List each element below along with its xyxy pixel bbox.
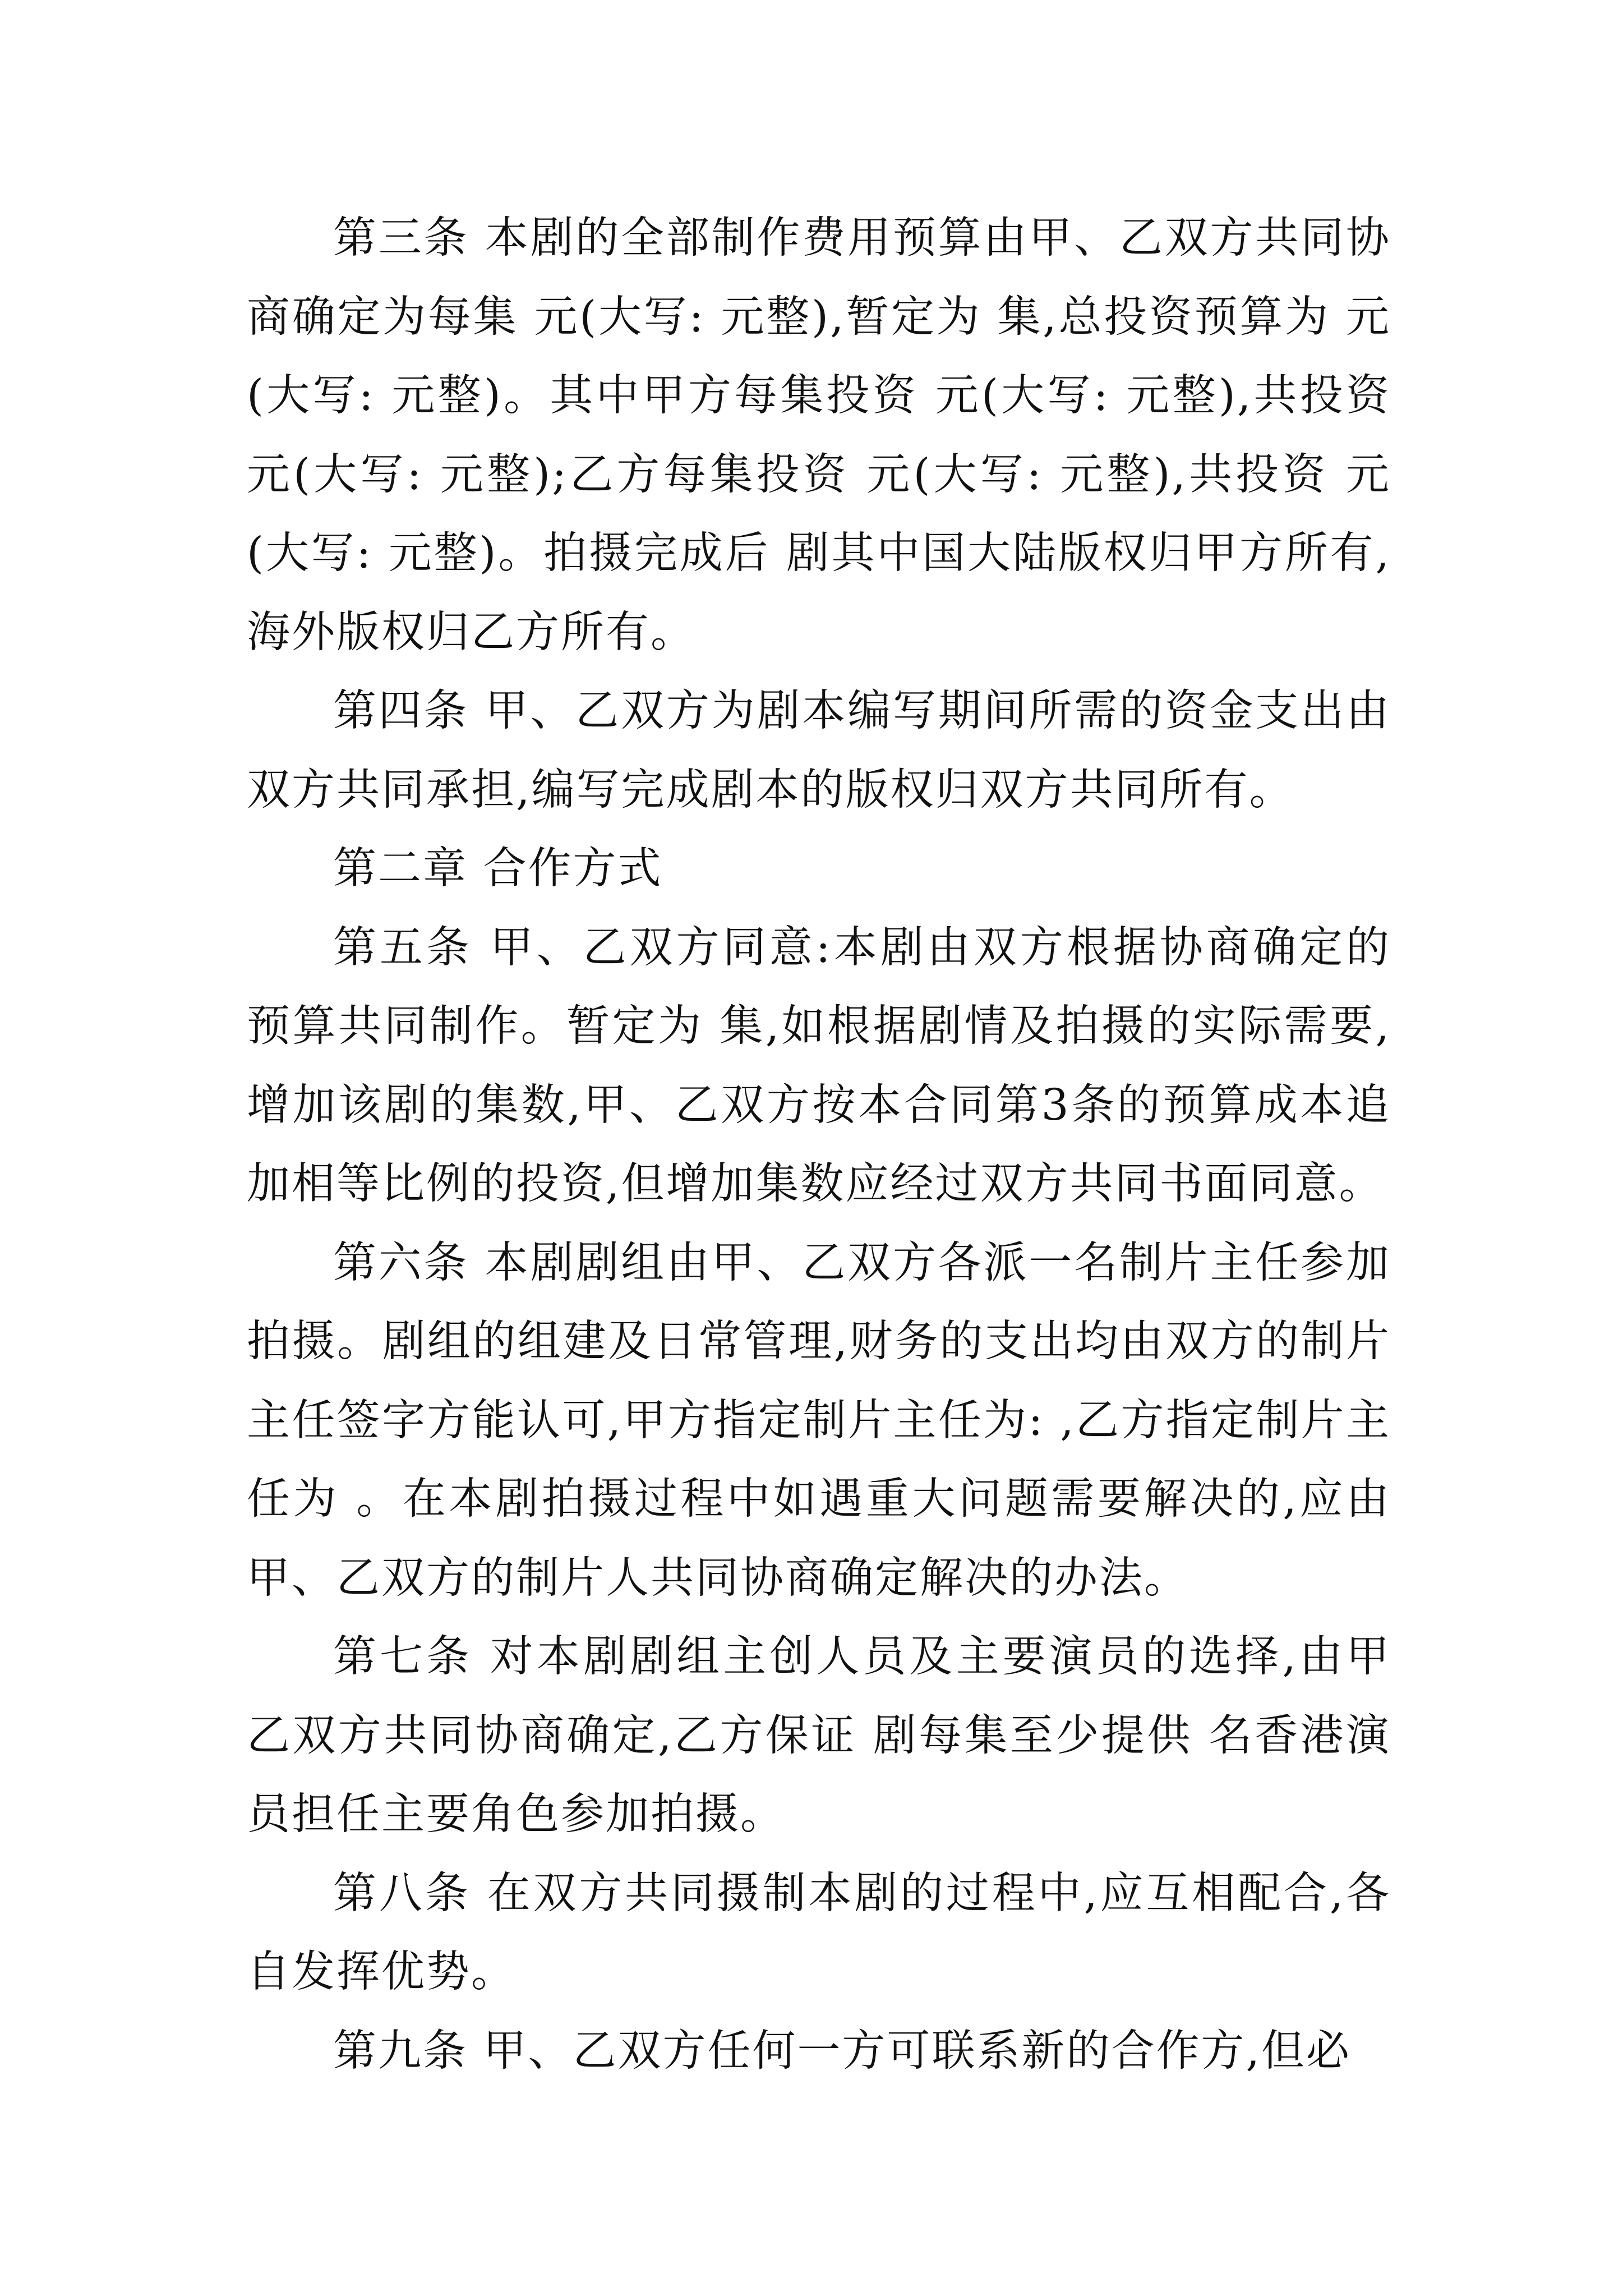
contract-body bbox=[247, 199, 1391, 2091]
chapter-heading-2: 第二章 合作方式 bbox=[333, 844, 663, 894]
paragraph-article-4: 第四条 甲、乙双方为剧本编写期间所需的资金支出由双方共同承担,编写完成剧本的版权归双方共同所有。 bbox=[247, 686, 1391, 815]
paragraph-article-9: 第九条 甲、乙双方任何一方可联系新的合作方,但必 bbox=[333, 2026, 1351, 2076]
paragraph-article-3: 第三条 本剧的全部制作费用预算由甲、乙双方共同协商确定为每集 元(大写: 元整),暂定为 集,总投资预算为 元(大写: 元整)。其中甲方每集投资 元(大写: 元整),共投资 元(大写: 元整);乙方每集投资 元(大写: 元整),共投资 元(大写: 元整)。拍摄完成后 剧其中国大陆版权归甲方所有,海外版权归乙方所有。 bbox=[247, 213, 1391, 657]
paragraph-article-5: 第五条 甲、乙双方同意:本剧由双方根据协商确定的预算共同制作。暂定为 集,如根据剧情及拍摄的实际需要,增加该剧的集数,甲、乙双方按本合同第3条的预算成本追加相等比例的投资,但增加集数应经过双方共同书面同意。 bbox=[247, 922, 1391, 1209]
paragraph-article-8: 第八条 在双方共同摄制本剧的过程中,应互相配合,各自发挥优势。 bbox=[247, 1868, 1391, 1997]
paragraph-article-7: 第七条 对本剧剧组主创人员及主要演员的选择,由甲乙双方共同协商确定,乙方保证 剧每集至少提供 名香港演员担任主要角色参加拍摄。 bbox=[247, 1632, 1391, 1839]
paragraph-article-6: 第六条 本剧剧组由甲、乙双方各派一名制片主任参加拍摄。剧组的组建及日常管理,财务的支出均由双方的制片主任签字方能认可,甲方指定制片主任为: ,乙方指定制片主任为 。在本剧拍摄过程中如遇重大问题需要解决的,应由甲、乙双方的制片人共同协商确定解决的办法。 bbox=[247, 1237, 1391, 1603]
